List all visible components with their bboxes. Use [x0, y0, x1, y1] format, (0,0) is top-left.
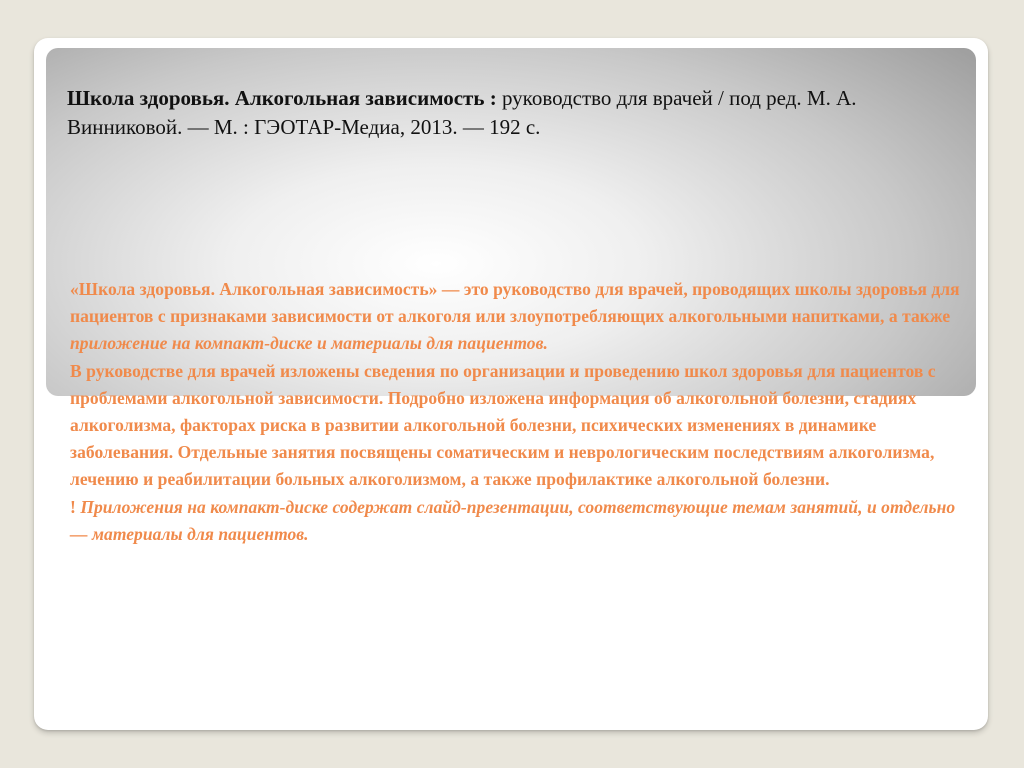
- description-paragraph-2: В руководстве для врачей изложены сведения по организации и проведению школ здоровья для пациентов с проблемами алкогольной зависимости. Подробно изложена информация об алкогольной болезни, стадиях алкоголизма, факторах риска в развитии алкогольной болезни, психических изменениях в динамике заболевания. Отдельные занятия посвящены соматическим и неврологическим последствиям алкоголизма, лечению и реабилитации больных алкоголизмом, а также профилактике алкогольной болезни.: [70, 360, 936, 490]
- description-paragraph-3: [70, 494, 970, 548]
- book-citation: [67, 84, 947, 142]
- exclamation-mark: !: [70, 496, 76, 517]
- citation-title: Школа здоровья. Алкогольная зависимость :: [67, 86, 497, 110]
- book-description: [70, 276, 970, 548]
- description-paragraph-3-italic: Приложения на компакт-диске содержат слайд-презентации, соответствующие темам занятий, и отдельно — материалы для пациентов.: [70, 496, 956, 544]
- description-paragraph-1-text: «Школа здоровья. Алкогольная зависимость» — это руководство для врачей, проводящих школы здоровья для пациентов с признаками зависимости от алкоголя или злоупотребляющих алкогольными напитками, а также: [70, 279, 960, 327]
- description-paragraph-1-italic: приложение на компакт-диске и материалы для пациентов.: [70, 333, 548, 354]
- citation-details: руководство для врачей / под ред. М. А. Винниковой. — М. : ГЭОТАР-Медиа, 2013. — 192 с.: [67, 86, 857, 139]
- description-paragraph-1: [70, 276, 970, 358]
